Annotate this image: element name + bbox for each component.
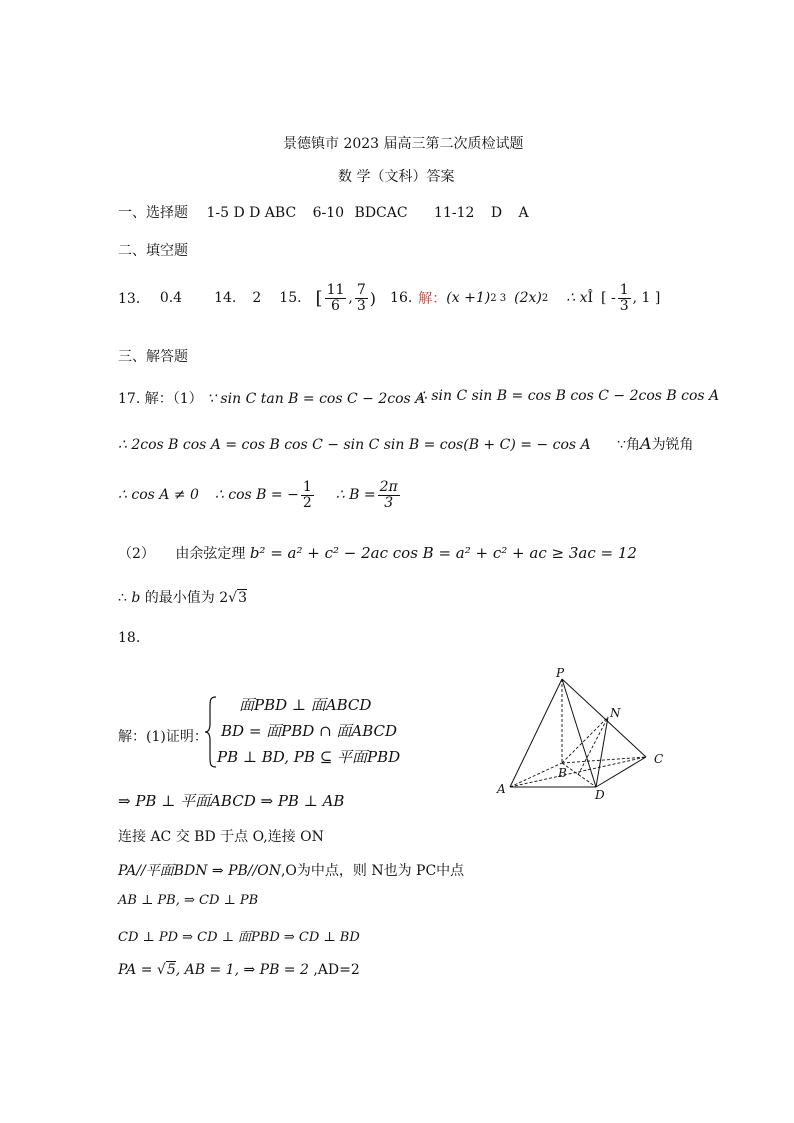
- edge-PA: [510, 679, 562, 787]
- fill-in-answers: [118, 283, 660, 313]
- section3-heading: 三、解答题: [118, 349, 188, 365]
- q14-label: 14.: [214, 290, 237, 307]
- brace-line3: PB ⊥ BD, PB ⊆ 平面PBD: [217, 748, 401, 766]
- q18-line-last-a: PA =: [118, 962, 153, 978]
- q17-line3: [118, 480, 402, 510]
- q18-implies1: ⇒ PB ⊥ 平面ABCD ⇒ PB ⊥ AB: [118, 792, 345, 810]
- brace-icon: [204, 696, 218, 768]
- mc-group1-label: 1-5: [206, 205, 229, 221]
- mc-group1-answers: D D ABC: [233, 205, 297, 221]
- q17-part2-formula: b² = a² + c² − 2ac cos B = a² + c² + ac ≥ 3ac = 12: [249, 544, 637, 562]
- vertex-label-D: D: [595, 788, 605, 802]
- q17-part2: [118, 543, 637, 563]
- q15-comma: ,: [348, 290, 353, 307]
- q17-part2-label: （2）: [118, 546, 155, 562]
- q16-frac-den: 3: [619, 297, 629, 314]
- q17-conclusion-root: 3: [238, 590, 247, 606]
- q17-line2a: ∴ 2cos B cos A = cos B cos C − sin C sin B = cos(B + C) = − cos A: [118, 437, 591, 453]
- q18-line-last: [118, 962, 360, 978]
- mc-group3-label: 11-12: [434, 205, 475, 221]
- q18-line-ab: AB ⊥ PB, ⇒ CD ⊥ PB: [118, 893, 259, 908]
- q17-line3c-num: 2π: [379, 479, 398, 495]
- edge-DC: [596, 757, 646, 787]
- q18-line-pa: [118, 860, 464, 880]
- mc-group2-label: 6-10: [312, 205, 345, 221]
- sqrt-icon: √: [228, 590, 238, 606]
- q17-line3c-den: 3: [384, 494, 394, 511]
- q16-symbol: Î: [587, 290, 594, 307]
- q15-close-bracket: ): [369, 288, 377, 308]
- brace-line1: 面PBD ⊥ 面ABCD: [239, 696, 372, 714]
- q18-jie: 解：(1)证明：: [118, 729, 208, 745]
- q16-jie: 解：: [418, 291, 447, 308]
- q17-line3b-den: 2: [302, 494, 312, 511]
- q16-frac-num: 1: [619, 282, 629, 298]
- q18-line-last-c: ,AD=2: [308, 962, 360, 978]
- q13-answer: 0.4: [159, 290, 183, 307]
- pyramid-figure: [490, 665, 680, 805]
- mc-group2-answers: BDCAC: [354, 205, 408, 221]
- q16-label: 16.: [390, 290, 413, 307]
- q15-label: 15.: [279, 290, 302, 307]
- q18-line-pa-formula: PA//平面BDN ⇒ PB//ON: [118, 863, 281, 879]
- q17-line1b: ∴ sin C sin B = cos B cos C − 2cos B cos A: [418, 388, 720, 404]
- q15-frac1-num: 11: [326, 282, 345, 298]
- q18-line-last-b: , AB = 1, ⇒ PB = 2: [175, 962, 309, 978]
- q15-frac1-den: 6: [331, 297, 340, 314]
- q17-conclusion-text: 的最小值为 2: [144, 590, 229, 606]
- q13-label: 13．: [118, 291, 150, 308]
- edge-AB: [510, 763, 562, 787]
- section2-heading: 二、填空题: [118, 243, 188, 259]
- q18-connect: 连接 AC 交 BD 于点 O,连接 ON: [118, 829, 324, 845]
- brace-line2: BD = 面PBD ∩ 面ABCD: [221, 722, 398, 740]
- section1-line: [118, 202, 529, 222]
- exam-subtitle: 数 学（文科）答案: [338, 169, 455, 185]
- q16-frac: [618, 283, 631, 313]
- q17-line2b-var: A: [640, 434, 652, 453]
- edge-BD: [562, 763, 596, 787]
- q15-frac1: [325, 283, 347, 313]
- q17-part2-text: 由余弦定理: [175, 546, 246, 562]
- q18-line-cd: CD ⊥ PD ⇒ CD ⊥ 面PBD ⇒ CD ⊥ BD: [118, 930, 360, 945]
- q15-open-bracket: [: [315, 287, 323, 309]
- vertex-label-B: B: [558, 766, 567, 780]
- q16-close: , 1 ]: [632, 290, 661, 307]
- q17-line3b-frac: [301, 480, 314, 510]
- q15-frac2-den: 3: [356, 297, 366, 314]
- q17-conclusion-var: b: [131, 590, 141, 606]
- q17-label: 17. 解：（1）: [118, 391, 203, 407]
- vertex-label-C: C: [654, 752, 664, 766]
- q17-conclusion: [118, 587, 247, 607]
- vertex-label-N: N: [610, 706, 621, 720]
- vertex-label-P: P: [556, 666, 565, 680]
- q17-line2: [118, 434, 694, 454]
- q17-conclusion-therefore: ∴: [118, 590, 127, 606]
- q18-line-last-root: 5: [166, 962, 176, 978]
- q17-line3c: ∴ B =: [335, 487, 376, 504]
- q17-line2b-end: 为锐角: [651, 437, 694, 453]
- q17-line3c-frac: [378, 480, 400, 510]
- q15-frac2-num: 7: [356, 282, 366, 298]
- mc-group3-answer1: D: [490, 205, 503, 221]
- q16-expr1: (x +1): [446, 290, 491, 307]
- q16-sup2: 2: [541, 292, 549, 304]
- sqrt-icon: √: [156, 962, 166, 978]
- q18-label: 18.: [118, 630, 141, 646]
- q14-answer: 2: [252, 290, 262, 307]
- q16-open: [ -: [601, 290, 616, 307]
- q15-frac2: [355, 283, 368, 313]
- mc-group3-answer2: A: [518, 205, 529, 221]
- q17-line3b-num: 1: [302, 479, 312, 495]
- q18-line-pa-end: ,O为中点，则 N也为 PC中点: [280, 863, 465, 879]
- vertex-label-A: A: [497, 782, 506, 796]
- q17-line3a: ∴ cos A ≠ 0: [118, 487, 199, 504]
- q16-therefore: ∴ x: [566, 290, 588, 307]
- q17-line1: [118, 388, 425, 408]
- q16-sup1: 2 3: [490, 292, 507, 304]
- q17-line2b: ∵角: [617, 437, 640, 453]
- q17-line1a: ∵ sin C tan B = cos C − 2cos A: [207, 391, 426, 407]
- q17-line3b: ∴ cos B = −: [214, 487, 299, 504]
- section1-heading: 一、选择题: [118, 205, 188, 221]
- q16-expr2: (2x): [514, 290, 542, 307]
- exam-title: 景德镇市 2023 届高三第二次质检试题: [283, 136, 524, 152]
